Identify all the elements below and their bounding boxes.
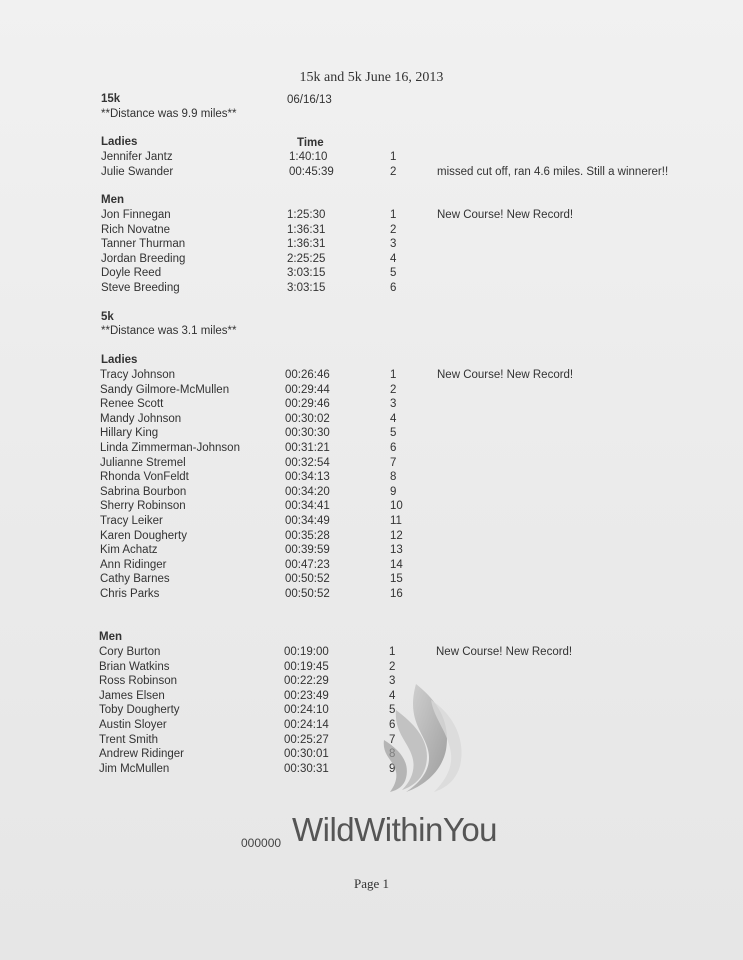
result-row xyxy=(0,719,743,734)
finish-time: 00:30:02 xyxy=(285,412,330,425)
runner-name: Austin Sloyer xyxy=(99,719,167,731)
result-note: New Course! New Record! xyxy=(437,209,574,221)
result-row xyxy=(0,267,743,282)
runner-name: Jennifer Jantz xyxy=(101,151,173,163)
finish-time: 00:30:30 xyxy=(285,427,330,440)
finish-time: 00:25:27 xyxy=(284,733,329,746)
result-row xyxy=(0,559,743,574)
finish-place: 9 xyxy=(389,762,396,775)
page-title: 15k and 5k June 16, 2013 xyxy=(299,70,444,85)
runner-name: James Elsen xyxy=(99,689,165,702)
finish-place: 7 xyxy=(390,456,397,469)
result-row xyxy=(0,151,743,166)
finish-time: 00:32:54 xyxy=(285,456,330,469)
brand-code: 000000 xyxy=(241,836,282,850)
result-row xyxy=(0,471,743,486)
result-row xyxy=(0,588,743,603)
runner-name: Sabrina Bourbon xyxy=(100,485,187,498)
result-row xyxy=(0,690,743,705)
result-row xyxy=(0,253,743,268)
finish-time: 00:35:28 xyxy=(285,529,330,542)
runner-name: Andrew Ridinger xyxy=(99,748,185,761)
finish-place: 6 xyxy=(390,442,397,454)
result-row xyxy=(0,530,743,545)
result-row xyxy=(0,515,743,530)
result-row xyxy=(0,209,743,224)
runner-name: Rhonda VonFeldt xyxy=(100,471,189,484)
finish-place: 15 xyxy=(390,573,403,586)
finish-time: 00:19:00 xyxy=(284,646,329,658)
result-row xyxy=(0,398,743,413)
result-row xyxy=(0,166,743,181)
result-note: New Course! New Record! xyxy=(437,369,574,381)
finish-time: 00:22:29 xyxy=(284,675,329,688)
result-row xyxy=(0,413,743,428)
finish-place: 7 xyxy=(389,733,396,746)
race-15k-label: 15k xyxy=(101,93,121,105)
result-row xyxy=(0,369,743,384)
finish-time: 3:03:15 xyxy=(287,282,326,294)
finish-place: 8 xyxy=(390,471,397,484)
result-row xyxy=(0,763,743,778)
runner-name: Toby Dougherty xyxy=(99,704,180,717)
runner-name: Tracy Johnson xyxy=(100,369,175,381)
runner-name: Mandy Johnson xyxy=(100,412,182,425)
runner-name: Ann Ridinger xyxy=(100,558,167,571)
finish-place: 12 xyxy=(390,529,403,542)
finish-time: 00:45:39 xyxy=(289,165,334,178)
finish-time: 00:30:01 xyxy=(284,748,329,761)
runner-name: Doyle Reed xyxy=(101,267,162,280)
race-5k-label: 5k xyxy=(101,311,114,323)
runner-name: Trent Smith xyxy=(99,733,159,746)
finish-place: 9 xyxy=(390,485,397,498)
finish-time: 00:29:46 xyxy=(285,398,330,411)
finish-place: 1 xyxy=(389,646,396,658)
result-row xyxy=(0,675,743,690)
finish-place: 2 xyxy=(390,383,397,396)
finish-time: 00:30:31 xyxy=(284,762,329,775)
finish-place: 3 xyxy=(390,238,397,251)
result-note: New Course! New Record! xyxy=(436,646,573,658)
result-row xyxy=(0,224,743,239)
finish-time: 00:47:23 xyxy=(285,558,330,571)
finish-place: 5 xyxy=(389,704,396,717)
finish-time: 00:34:20 xyxy=(285,485,330,498)
finish-place: 16 xyxy=(390,588,403,600)
finish-place: 5 xyxy=(390,427,397,440)
finish-place: 1 xyxy=(390,369,397,381)
finish-time: 00:26:46 xyxy=(285,369,330,381)
time-column-header: Time xyxy=(297,137,324,149)
runner-name: Brian Watkins xyxy=(99,660,170,673)
finish-time: 1:36:31 xyxy=(287,223,326,236)
finish-place: 14 xyxy=(390,558,403,571)
result-row xyxy=(0,544,743,559)
race-15k-men-label: Men xyxy=(101,194,124,206)
finish-place: 5 xyxy=(390,267,397,280)
finish-place: 3 xyxy=(389,675,396,688)
finish-place: 4 xyxy=(390,412,397,425)
runner-name: Jordan Breeding xyxy=(101,252,186,265)
result-row xyxy=(0,384,743,399)
flame-logo-icon xyxy=(376,680,466,800)
finish-time: 00:34:13 xyxy=(285,471,330,484)
runner-name: Julianne Stremel xyxy=(100,456,186,469)
page-number: Page 1 xyxy=(353,876,390,891)
finish-time: 1:40:10 xyxy=(289,151,328,163)
finish-place: 4 xyxy=(390,252,397,265)
result-row xyxy=(0,661,743,676)
runner-name: Renee Scott xyxy=(100,398,164,411)
race-15k-ladies-label: Ladies xyxy=(101,136,138,148)
result-note: missed cut off, ran 4.6 miles. Still a winnerer!! xyxy=(437,165,669,178)
race-5k-distance: **Distance was 3.1 miles** xyxy=(101,325,237,337)
result-row xyxy=(0,238,743,253)
runner-name: Rich Novatne xyxy=(101,223,171,236)
runner-name: Kim Achatz xyxy=(100,544,158,557)
runner-name: Karen Dougherty xyxy=(100,529,187,542)
finish-place: 1 xyxy=(390,151,397,163)
finish-place: 13 xyxy=(390,544,403,557)
runner-name: Jim McMullen xyxy=(99,762,170,775)
result-row xyxy=(0,734,743,749)
finish-time: 3:03:15 xyxy=(287,267,326,280)
finish-time: 00:50:52 xyxy=(285,588,330,600)
finish-place: 4 xyxy=(389,689,396,702)
finish-time: 00:39:59 xyxy=(285,544,330,557)
runner-name: Cory Burton xyxy=(99,646,161,658)
result-row xyxy=(0,486,743,501)
finish-time: 00:23:49 xyxy=(284,689,329,702)
finish-time: 1:25:30 xyxy=(287,209,326,221)
runner-name: Ross Robinson xyxy=(99,675,177,688)
runner-name: Julie Swander xyxy=(101,165,174,178)
runner-name: Sherry Robinson xyxy=(100,500,186,513)
runner-name: Jon Finnegan xyxy=(101,209,171,221)
finish-place: 10 xyxy=(390,500,403,513)
finish-place: 11 xyxy=(390,515,402,527)
finish-time: 1:36:31 xyxy=(287,238,326,251)
runner-name: Tanner Thurman xyxy=(101,238,186,251)
finish-place: 3 xyxy=(390,398,397,411)
finish-time: 00:19:45 xyxy=(284,660,329,673)
runner-name: Steve Breeding xyxy=(101,282,180,294)
result-row xyxy=(0,646,743,661)
finish-time: 00:34:49 xyxy=(285,515,330,527)
runner-name: Tracy Leiker xyxy=(100,515,163,527)
runner-name: Hillary King xyxy=(100,427,159,440)
finish-time: 00:50:52 xyxy=(285,573,330,586)
runner-name: Cathy Barnes xyxy=(100,573,170,586)
result-row xyxy=(0,457,743,472)
finish-time: 00:24:10 xyxy=(284,704,329,717)
result-row xyxy=(0,442,743,457)
race-5k-ladies-label: Ladies xyxy=(101,354,138,366)
result-row xyxy=(0,500,743,515)
race-15k-date: 06/16/13 xyxy=(287,94,332,106)
result-row xyxy=(0,704,743,719)
result-row xyxy=(0,573,743,588)
brand-name: WildWithinYou xyxy=(292,811,498,848)
result-row xyxy=(0,748,743,763)
race-15k-distance: **Distance was 9.9 miles** xyxy=(101,108,237,120)
finish-time: 00:31:21 xyxy=(285,442,330,454)
finish-place: 6 xyxy=(389,719,396,731)
result-row xyxy=(0,282,743,297)
runner-name: Sandy Gilmore-McMullen xyxy=(100,383,230,396)
finish-time: 00:29:44 xyxy=(285,383,330,396)
result-row xyxy=(0,427,743,442)
finish-time: 00:34:41 xyxy=(285,500,330,513)
finish-place: 1 xyxy=(390,209,397,221)
finish-place: 6 xyxy=(390,282,397,294)
finish-place: 2 xyxy=(390,223,397,236)
finish-time: 2:25:25 xyxy=(287,252,326,265)
finish-place: 2 xyxy=(390,165,397,178)
finish-place: 2 xyxy=(389,660,396,673)
race-5k-men-label: Men xyxy=(99,631,122,643)
runner-name: Chris Parks xyxy=(100,588,160,600)
runner-name: Linda Zimmerman-Johnson xyxy=(100,442,240,454)
finish-time: 00:24:14 xyxy=(284,719,329,731)
